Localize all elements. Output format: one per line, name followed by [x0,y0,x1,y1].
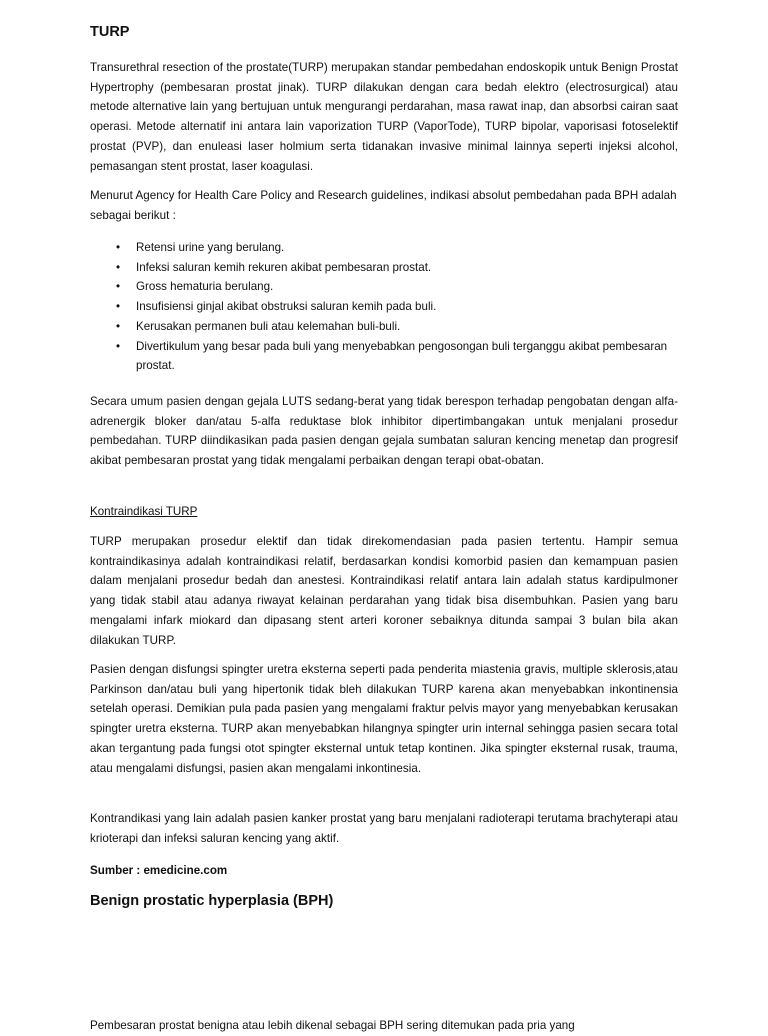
list-item: • Retensi urine yang berulang. [90,238,678,258]
bph-first-line: Pembesaran prostat benigna atau lebih dikenal sebagai BPH sering ditemukan pada pria yang [90,1019,575,1032]
list-item: • Gross hematuria berulang. [90,277,678,297]
contraindication-paragraph-1: TURP merupakan prosedur elektif dan tidak direkomendasian pada pasien tertentu. Hampir semua kontraindikasinya adalah kontraindikasi relatif, berdasarkan kondisi komorbid pasien dan kemampuan pasien dalam menjalani prosedur bedah dan anestesi. Kontraindikasi relatif antara lain adalah status kardipulmoner yang tidak stabil atau adanya riwayat kelainan perdarahan yang tidak bisa disembuhkan. Pasien yang baru mengalami infark miokard dan dipasang stent arteri koroner sebaiknya ditunda sampai 3 bulan bila akan dilakukan TURP. [90,535,678,647]
bullet-icon: • [116,319,121,333]
indication-intro-paragraph: Menurut Agency for Health Care Policy and Research guidelines, indikasi absolut pembedahan pada BPH adalah sebagai berikut : [90,189,677,222]
bullet-icon: • [116,280,121,294]
contraindication-paragraph-2: Pasien dengan disfungsi spingter uretra eksterna seperti pada penderita miastenia gravis, multiple sklerosis,atau Parkinson dan/atau buli yang hipertonik tidak bleh dilakukan TURP karena akan menyebabkan inkontinensia setelah operasi. Demikian pula pada pasien yang mengalami fraktur pelvis mayor yang menyebabkan kerusakan spingter uretra eksterna. TURP akan menyebabkan hilangnya spingter urin internal sehingga pasien secara total akan tergantung pada fungsi otot spingter eksternal untuk tetap kontinen. Jika spingter eksternal rusak, trauma, atau mengalami disfungsi, pasien akan mengalami inkontinesia. [90,663,678,775]
bullet-icon: • [116,241,121,254]
bph-section-title: Benign prostatic hyperplasia (BPH) [90,893,334,909]
document-page [90,0,678,1032]
bullet-icon: • [116,339,121,353]
indications-list [90,238,678,376]
list-item: • Kerusakan permanen buli atau kelemahan buli-buli. [90,317,678,337]
source-citation: Sumber : emedicine.com [90,864,228,877]
contraindication-paragraph-3: Kontrandikasi yang lain adalah pasien kanker prostat yang baru menjalani radioterapi terutama brachyterapi atau krioterapi dan infeksi saluran kencing yang aktif. [90,812,678,845]
luts-paragraph: Secara umum pasien dengan gejala LUTS sedang-berat yang tidak berespon terhadap pengobatan dengan alfa-adrenergik bloker dan/atau 5-alfa reduktase blok inhibitor dipertimbangakan untuk menjalani prosedur pembedahan. TURP diindikasikan pada pasien dengan gejala sumbatan saluran kencing menetap dan progresif akibat pembesaran prostat yang tidak mengalami perbaikan dengan terapi obat-obatan. [90,395,678,468]
bullet-icon: • [116,300,121,314]
list-item: • Divertikulum yang besar pada buli yang menyebabkan pengosongan buli terganggu akibat pembesaran prostat. [90,337,678,376]
page-title: TURP [90,24,130,40]
bullet-icon: • [116,260,121,274]
intro-paragraph: Transurethral resection of the prostate(TURP) merupakan standar pembedahan endoskopik untuk Benign Prostat Hypertrophy (pembesaran prostat jinak). TURP dilakukan dengan cara bedah elektro (electrosurgical) atau metode alternative lain yang bertujuan untuk mengurangi perdarahan, masa rawat inap, dan absorbsi cairan saat operasi. Metode alternatif ini antara lain vaporization TURP (VaporTode), TURP bipolar, vaporisasi fotoselektif prostat (PVP), dan enuleasi laser holmium serta tidanakan invasive minimal lainnya seperti injeksi alcohol, pemasangan stent prostat, laser koagulasi. [90,61,678,173]
list-item: • Insufisiensi ginjal akibat obstruksi saluran kemih pada buli. [90,297,678,317]
contraindication-heading: Kontraindikasi TURP [90,505,198,518]
list-item: • Infeksi saluran kemih rekuren akibat pembesaran prostat. [90,258,678,278]
